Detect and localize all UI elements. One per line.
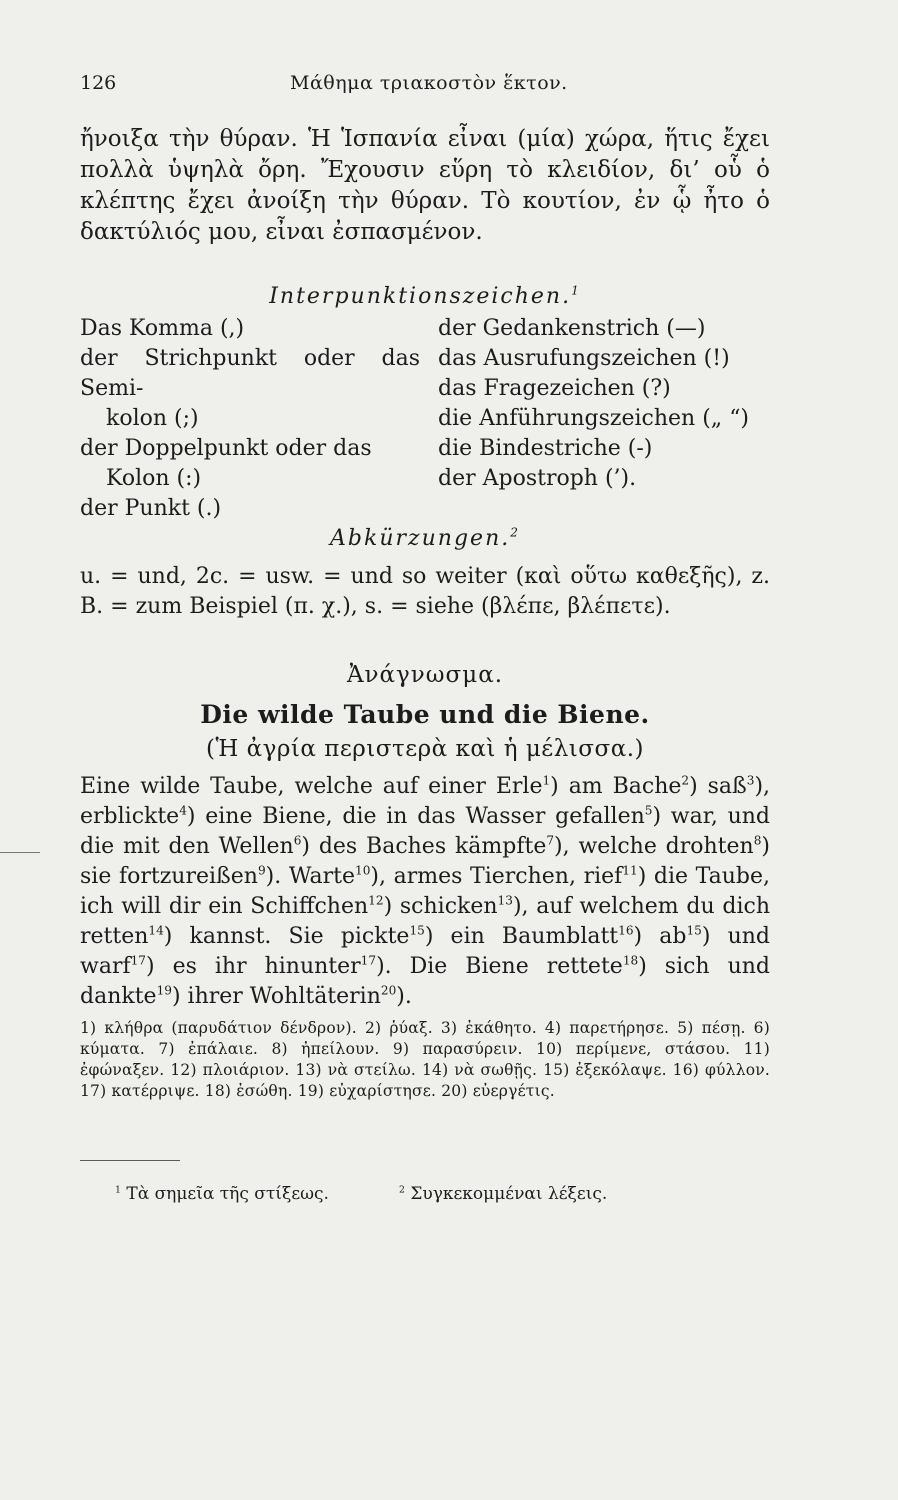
abkuerzungen-heading-text: Abkürzungen. [330, 526, 511, 551]
footnote-2 [399, 1184, 607, 1204]
story-text: ) des Baches kämpfte [301, 834, 547, 859]
story-text: ) eine Biene, die in das Wasser gefallen [186, 804, 645, 829]
note-ref: 20 [380, 983, 397, 998]
footnote-1-mark: 1 [115, 1184, 121, 1196]
vocabulary-notes: 1) κλήθρα (παρυδάτιον δένδρον). 2) ῥύαξ. 3) ἐκάθητο. 4) παρετήρησε. 5) πέσῃ. 6) κύματα. 7) ἐπάλαιε. 8) ἠπείλουν. 9) παρασύρειν. 10) περίμενε, στάσου. 11) ἐφώναξεν. 12) πλοιάριον. 13) νὰ στείλω. 14) νὰ σωθῇς. 15) ἐξεκόλαψε. 16) φύλλον. 17) κατέρριψε. 18) ἐσώθη. 19) εὐχαρίστησε. 20) εὐεργέτις. [80, 1019, 770, 1100]
story-text: ). [396, 984, 412, 1009]
note-ref: 11 [622, 863, 638, 878]
note-ref: 6 [293, 833, 302, 848]
story-text: ) ab [633, 924, 687, 949]
interpunktion-heading [80, 284, 770, 309]
footnote-2-mark: 2 [399, 1184, 405, 1196]
punct-item-gedankenstrich: der Gedankenstrich (—) [438, 316, 706, 341]
story-text: ), auf welchem du dich retten [80, 894, 770, 949]
punct-item-apostroph: der Apostroph (’). [438, 466, 637, 491]
abkuerzungen-heading-note: 2 [510, 525, 520, 540]
story-text: ) schicken [383, 894, 498, 919]
note-ref: 13 [497, 893, 513, 908]
punct-item-komma: Das Komma (,) [80, 316, 245, 341]
note-ref: 19 [156, 983, 172, 998]
note-ref: 15 [686, 923, 702, 938]
running-title: Μάθημα τριακοστὸν ἕκτον. [290, 72, 568, 94]
punctuation-left-column [80, 314, 420, 524]
punct-item-bindestriche: die Bindestriche (-) [438, 436, 653, 461]
note-ref: 15 [409, 923, 425, 938]
story-paragraph [80, 772, 770, 1012]
story-text: ) war, und die mit den Wellen [80, 804, 771, 859]
note-ref: 4 [179, 803, 187, 818]
note-ref: 5 [644, 803, 653, 818]
story-text: ) sich und dankte [80, 954, 770, 1009]
footnote-1-text: Τὰ σημεῖα τῆς στίξεως. [126, 1184, 329, 1204]
story-text: ) es ihr hinunter [146, 954, 361, 979]
story-text: ) saß [689, 774, 747, 799]
anagnosma-label: Ἀνάγνωσμα. [346, 662, 504, 688]
punctuation-right-column [438, 314, 778, 494]
note-ref: 17 [130, 953, 146, 968]
note-ref: 1 [542, 773, 551, 788]
story-text: ), armes Tierchen, rief [370, 864, 623, 889]
note-ref: 3 [746, 773, 755, 788]
note-ref: 14 [148, 923, 164, 938]
footnote-divider [80, 1160, 180, 1161]
punct-item-doppelpunkt: der Doppelpunkt oder das [80, 436, 372, 461]
margin-mark [0, 852, 40, 853]
story-text: ) die Taube, ich will dir ein Schiffchen [80, 864, 770, 919]
punct-item-kolon: Kolon (:) [106, 466, 202, 491]
story-text: ) und warf [80, 924, 770, 979]
abkuerzungen-paragraph: u. = und, 2c. = usw. = und so weiter (καὶ οὕτω καθεξῆς), z. B. = zum Beispiel (π. χ.), s. = siehe (βλέπε, βλέπετε). [80, 564, 770, 619]
punct-item-fragezeichen: das Fragezeichen (?) [438, 376, 671, 401]
story-subtitle: (Ἡ ἀγρία περιστερὰ καὶ ἡ μέλισσα.) [205, 736, 645, 762]
story-text: ). Die Biene rettete [376, 954, 623, 979]
story-text: Eine wilde Taube, welche auf einer Erle [80, 774, 543, 799]
story-text: ) am Bache [550, 774, 682, 799]
note-ref: 18 [622, 953, 639, 968]
note-ref: 12 [368, 893, 384, 908]
note-ref: 8 [753, 833, 762, 848]
footnote-1 [115, 1184, 329, 1204]
story-text: ), welche drohten [554, 834, 754, 859]
story-text: ) ein Baumblatt [424, 924, 619, 949]
page-number: 126 [80, 72, 117, 94]
punct-item-semikolon: kolon (;) [106, 406, 199, 431]
interpunktion-heading-text: Interpunktionszeichen. [269, 284, 572, 309]
interpunktion-heading-note: 1 [571, 283, 581, 298]
story-title: Die wilde Taube und die Biene. [200, 700, 650, 729]
note-ref: 10 [355, 863, 371, 878]
story-text: ). Warte [265, 864, 356, 889]
note-ref: 7 [546, 833, 555, 848]
punct-item-ausrufungszeichen: das Ausrufungszeichen (!) [438, 346, 730, 371]
story-text: ) sie fortzureißen [80, 834, 770, 889]
note-ref: 2 [681, 773, 690, 788]
intro-paragraph: ἤνοιξα τὴν θύραν. Ἡ Ἱσπανία εἶναι (μία) χώρα, ἥτις ἔχει πολλὰ ὑψηλὰ ὄρη. Ἔχουσιν εὕρη τὸ κλειδίον, δι’ οὗ ὁ κλέπτης ἔχει ἀνοίξη τὴν θύραν. Τὸ κουτίον, ἐν ᾧ ἦτο ὁ δακτύλιός μου, εἶναι ἐσπασμένον. [80, 126, 770, 245]
abkuerzungen-heading [80, 526, 770, 551]
page-header [80, 68, 780, 102]
note-ref: 9 [257, 863, 266, 878]
punct-item-strichpunkt: der Strichpunkt oder das Semi- [80, 346, 420, 401]
story-text: ) ihrer Wohltäterin [171, 984, 381, 1009]
punct-item-anfuehrungszeichen: die Anführungszeichen („ “) [438, 406, 750, 431]
story-text: ), erblickte [80, 774, 771, 829]
punct-item-punkt: der Punkt (.) [80, 496, 222, 521]
story-text: ) kannst. Sie pickte [163, 924, 410, 949]
footnote-2-text: Συγκεκομμέναι λέξεις. [410, 1184, 608, 1204]
note-ref: 16 [618, 923, 634, 938]
note-ref: 17 [360, 953, 377, 968]
